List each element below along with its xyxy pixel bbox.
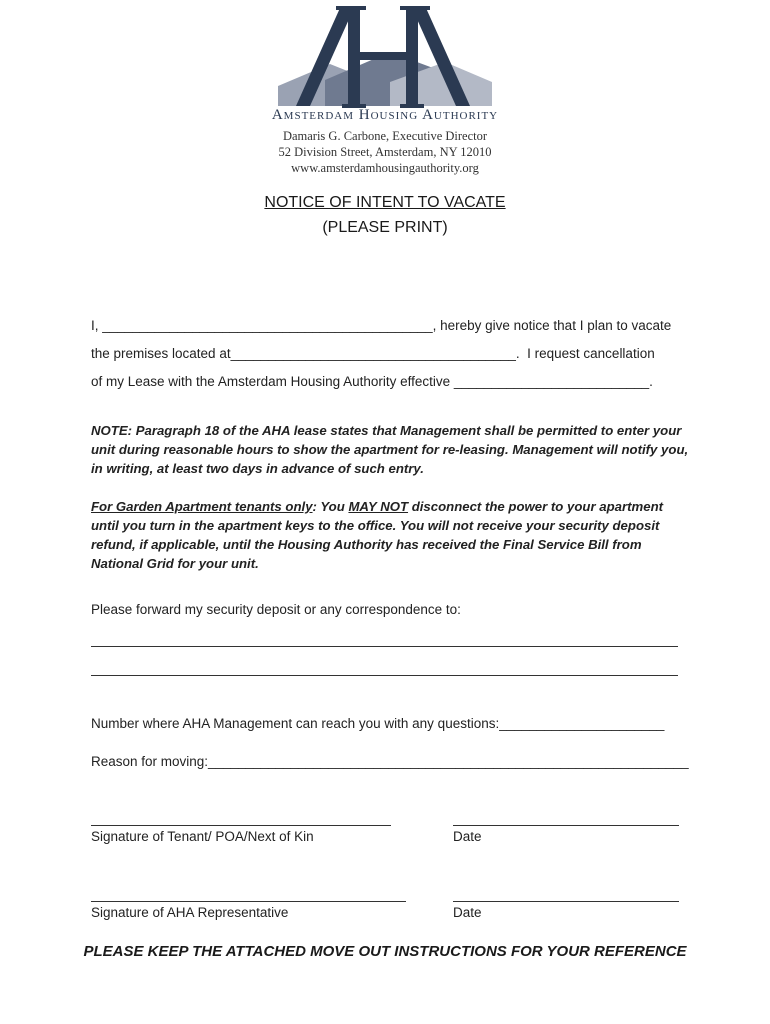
premises-line[interactable]: the premises located at______________________________________. I request cancellation: [91, 346, 655, 361]
forward-address-line-2[interactable]: [91, 675, 678, 676]
document-title: NOTICE OF INTENT TO VACATE: [264, 194, 506, 211]
tenant-signature-line[interactable]: [91, 825, 391, 826]
website-line[interactable]: www.amsterdamhousingauthority.org: [291, 161, 479, 175]
tenant-name-line[interactable]: I, ____________________________________________, hereby give notice that I plan to vacate: [91, 318, 672, 333]
reason-line[interactable]: Reason for moving:________________________________________________________________: [91, 754, 689, 769]
garden-label: For Garden Apartment tenants only: [91, 499, 313, 514]
effective-date-line[interactable]: of my Lease with the Amsterdam Housing Authority effective __________________________.: [91, 374, 653, 389]
forward-address-line-1[interactable]: [91, 646, 678, 647]
rep-date-label: Date: [453, 905, 482, 920]
rep-signature-label: Signature of AHA Representative: [91, 905, 289, 920]
rep-date-line[interactable]: [453, 901, 679, 902]
org-name: Amsterdam Housing Authority: [271, 107, 499, 123]
aha-logo: [270, 6, 500, 110]
director-line: Damaris G. Carbone, Executive Director: [282, 129, 488, 143]
tenant-signature-label: Signature of Tenant/ POA/Next of Kin: [91, 829, 314, 844]
footer-notice: PLEASE KEEP THE ATTACHED MOVE OUT INSTRUCTIONS FOR YOUR REFERENCE: [83, 943, 687, 960]
rep-signature-line[interactable]: [91, 901, 406, 902]
forward-label: Please forward my security deposit or any correspondence to:: [91, 602, 461, 617]
tenant-date-label: Date: [453, 829, 482, 844]
tenant-date-line[interactable]: [453, 825, 679, 826]
note-paragraph: NOTE: Paragraph 18 of the AHA lease states that Management shall be permitted to enter your unit during reasonable hours to show the apartment for re-leasing. Management will notify you, in writing, at least two days in advance of such entry.: [91, 423, 689, 476]
garden-paragraph: For Garden Apartment tenants only: You MAY NOT disconnect the power to your apartment until you turn in the apartment keys to the office. You will not receive your security deposit refund, if applicable, until the Housing Authority has received the Final Service Bill from National Grid for your unit.: [91, 499, 664, 571]
phone-line[interactable]: Number where AHA Management can reach you with any questions:______________________: [91, 716, 665, 731]
may-not-text: MAY NOT: [348, 499, 409, 514]
document-subtitle: (PLEASE PRINT): [322, 219, 448, 236]
address-line: 52 Division Street, Amsterdam, NY 12010: [278, 145, 492, 159]
